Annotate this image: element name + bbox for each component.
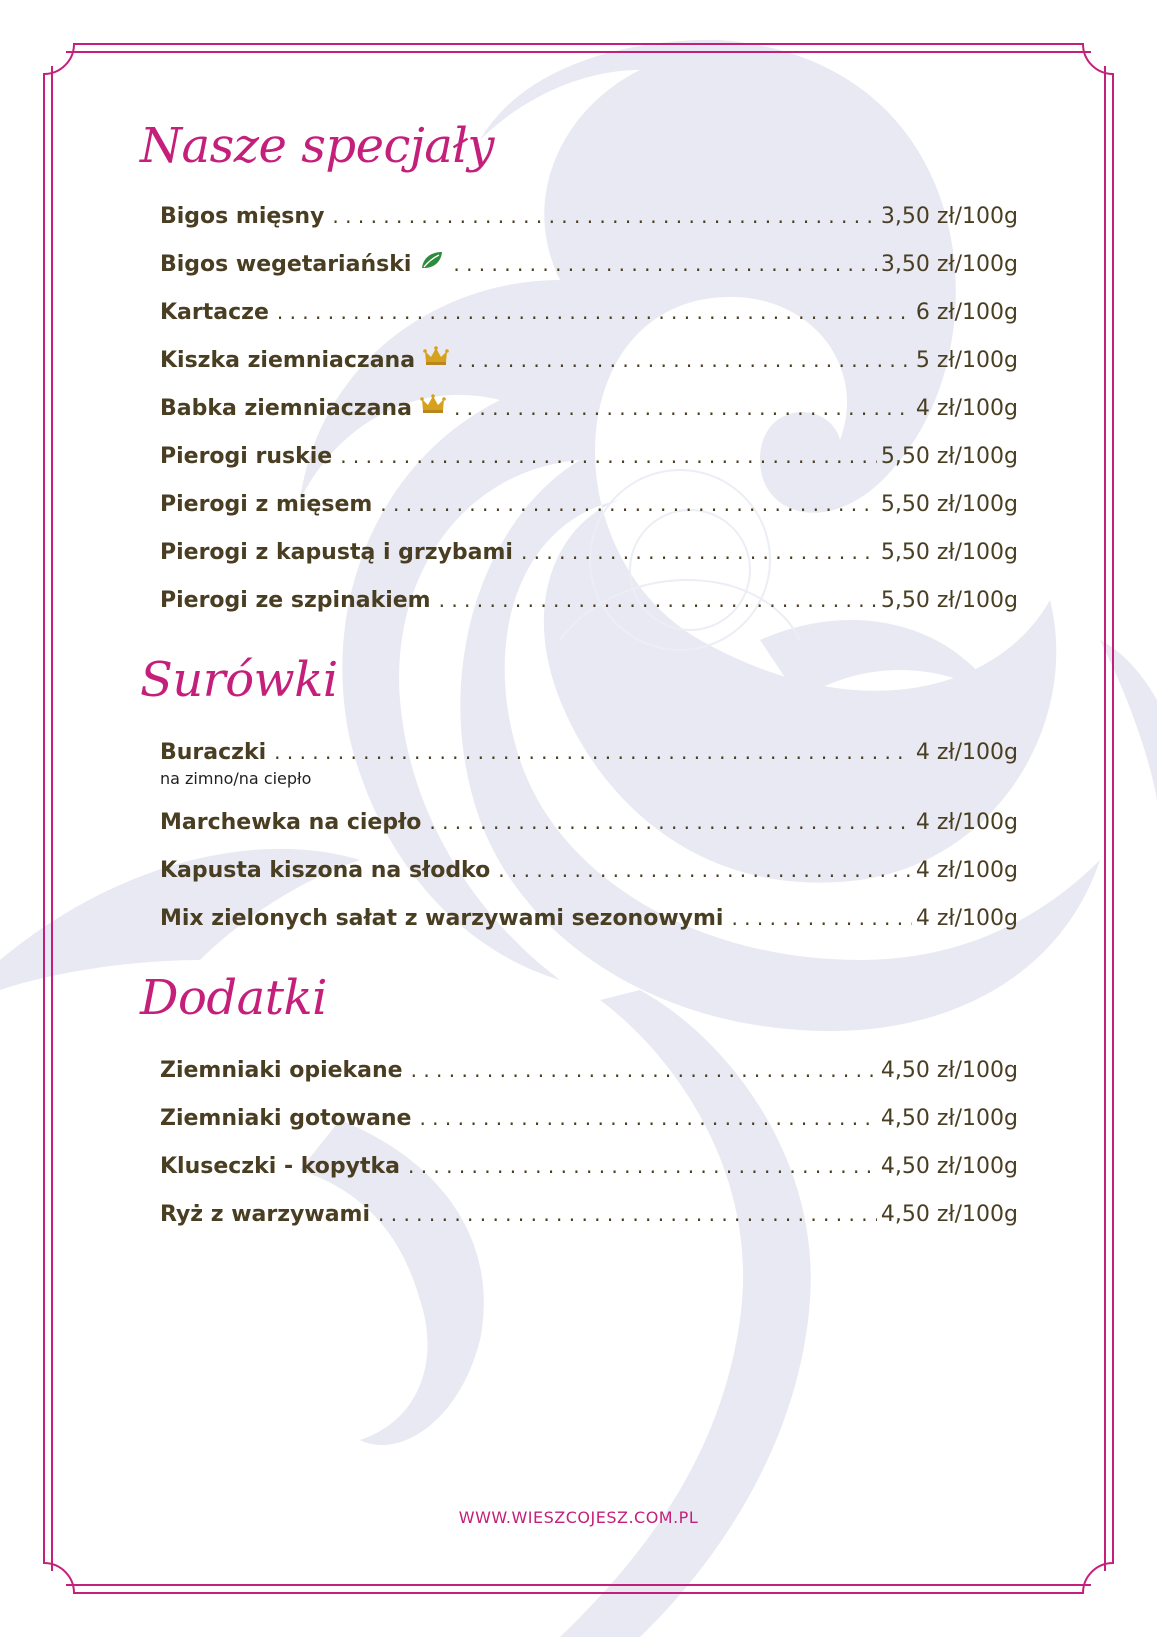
menu-item-row (160, 441, 1018, 471)
menu-item-price: 4,50 zł/100g (880, 1106, 1018, 1131)
menu-item-price: 5,50 zł/100g (880, 540, 1018, 565)
dot-leader (457, 345, 912, 375)
menu-item (160, 1103, 1018, 1151)
menu-item-row (160, 201, 1018, 231)
dot-leader (340, 441, 877, 471)
section-title-specialties: Nasze specjały (140, 118, 495, 174)
menu-item-name: Pierogi z mięsem (160, 492, 373, 517)
menu-item-name: Babka ziemniaczana (160, 396, 412, 421)
menu-item (160, 737, 1018, 807)
menu-item (160, 1055, 1018, 1103)
dot-leader (277, 297, 912, 327)
menu-item-price: 5 zł/100g (915, 348, 1018, 373)
menu-item-price: 5,50 zł/100g (880, 492, 1018, 517)
menu-item-price: 4 zł/100g (915, 810, 1018, 835)
menu-item-price: 4 zł/100g (915, 740, 1018, 765)
menu-item (160, 807, 1018, 855)
menu-item-price: 5,50 zł/100g (880, 444, 1018, 469)
menu-item-name: Pierogi ruskie (160, 444, 333, 469)
menu-item-row (160, 537, 1018, 567)
menu-item-note: na zimno/na ciepło (160, 769, 312, 788)
dot-leader (332, 201, 876, 231)
menu-item (160, 441, 1018, 489)
menu-item-row (160, 489, 1018, 519)
menu-item-row (160, 737, 1018, 767)
section-title-salads: Surówki (140, 652, 338, 708)
menu-item-row (160, 249, 1018, 279)
menu-item (160, 345, 1018, 393)
crown-icon (420, 393, 446, 415)
menu-item (160, 393, 1018, 441)
menu-item-price: 4 zł/100g (915, 858, 1018, 883)
menu-item (160, 489, 1018, 537)
dot-leader (408, 1151, 877, 1181)
menu-item-row (160, 1055, 1018, 1085)
menu-item (160, 903, 1018, 951)
menu-item-price: 4 zł/100g (915, 906, 1018, 931)
menu-item-price: 4 zł/100g (915, 396, 1018, 421)
dot-leader (439, 585, 877, 615)
menu-item-price: 4,50 zł/100g (880, 1058, 1018, 1083)
dot-leader (454, 393, 912, 423)
dot-leader (453, 249, 876, 279)
menu-item-row (160, 393, 1018, 423)
menu-item-price: 3,50 zł/100g (880, 252, 1018, 277)
menu-item (160, 855, 1018, 903)
menu-item (160, 1151, 1018, 1199)
menu-item-name: Kartacze (160, 300, 269, 325)
footer-url: WWW.WIESZCOJESZ.COM.PL (458, 1508, 699, 1527)
section-title-sides: Dodatki (140, 970, 327, 1026)
dot-leader (521, 537, 877, 567)
menu-item-row (160, 807, 1018, 837)
menu-list-salads (160, 737, 1018, 951)
dot-leader (378, 1199, 877, 1229)
menu-item-name: Ziemniaki opiekane (160, 1058, 403, 1083)
menu-list-specialties (160, 201, 1018, 633)
menu-item-price: 4,50 zł/100g (880, 1202, 1018, 1227)
menu-item-name: Pierogi ze szpinakiem (160, 588, 431, 613)
menu-item-name: Ziemniaki gotowane (160, 1106, 412, 1131)
menu-item-price: 5,50 zł/100g (880, 588, 1018, 613)
menu-item-name: Kapusta kiszona na słodko (160, 858, 491, 883)
leaf-icon (419, 249, 445, 271)
menu-item-name: Kiszka ziemniaczana (160, 348, 416, 373)
dot-leader (429, 807, 911, 837)
dot-leader (274, 737, 912, 767)
menu-item-row (160, 585, 1018, 615)
menu-item-name: Bigos wegetariański (160, 252, 412, 277)
menu-item-row (160, 345, 1018, 375)
menu-item-name: Ryż z warzywami (160, 1202, 371, 1227)
menu-item (160, 249, 1018, 297)
menu-item-row (160, 903, 1018, 933)
dot-leader (411, 1055, 877, 1085)
menu-item (160, 585, 1018, 633)
menu-item-name: Buraczki (160, 740, 267, 765)
menu-item (160, 537, 1018, 585)
menu-item (160, 1199, 1018, 1247)
menu-item-name: Mix zielonych sałat z warzywami sezonowymi (160, 906, 724, 931)
crown-icon (423, 345, 449, 367)
menu-item-row (160, 1103, 1018, 1133)
menu-item-name: Bigos mięsny (160, 204, 325, 229)
menu-item-name: Kluseczki - kopytka (160, 1154, 400, 1179)
dot-leader (498, 855, 912, 885)
menu-item-price: 6 zł/100g (915, 300, 1018, 325)
menu-item-name: Pierogi z kapustą i grzybami (160, 540, 513, 565)
menu-item-row (160, 1199, 1018, 1229)
menu-item-row (160, 1151, 1018, 1181)
menu-list-sides (160, 1055, 1018, 1247)
dot-leader (731, 903, 911, 933)
dot-leader (380, 489, 877, 519)
menu-item (160, 297, 1018, 345)
dot-leader (419, 1103, 876, 1133)
menu-item-row (160, 855, 1018, 885)
menu-item (160, 201, 1018, 249)
menu-item-price: 3,50 zł/100g (880, 204, 1018, 229)
menu-item-row (160, 297, 1018, 327)
menu-item-name: Marchewka na ciepło (160, 810, 422, 835)
menu-item-price: 4,50 zł/100g (880, 1154, 1018, 1179)
